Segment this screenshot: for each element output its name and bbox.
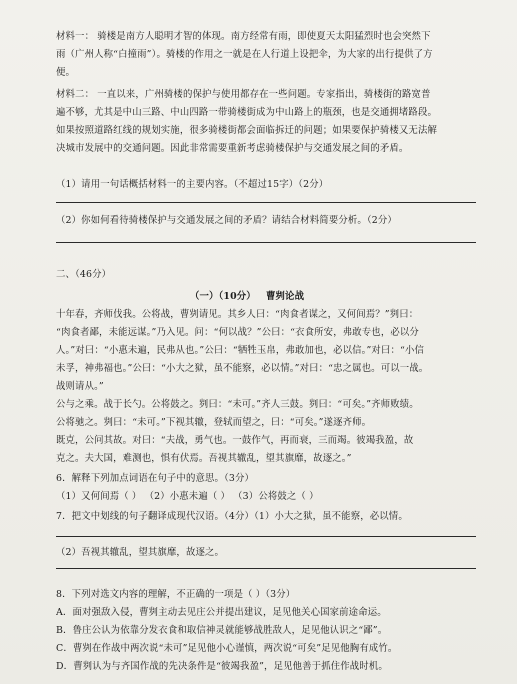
option-b: B．鲁庄公认为依靠分发衣食和取信神灵就能够战胜敌人，足见他认识之“鄙”。: [56, 625, 388, 636]
question-6: 6．解释下列加点词语在句子中的意思。（3分）: [56, 473, 255, 484]
passage-line: 公与之乘。战于长勺。公将鼓之。刿曰：“未可。”齐人三鼓。刿曰：“可矣。”齐师败绩。: [56, 399, 419, 410]
passage-line: 战则请从。”: [56, 381, 104, 392]
question-1: （1）请用一句话概括材料一的主要内容。（不超过15字）（2分）: [56, 179, 329, 190]
passage-line: 未孚，神弗福也。”公曰：“小大之狱，虽不能察，必以情。”对曰：“忠之属也。可以一战。: [56, 363, 429, 374]
material2-line: 决城市发展中的交通问题。因此非常需要重新考虑骑楼保护与交通发展之间的矛盾。: [56, 143, 409, 154]
material2-line: 材料二： 一直以来，广州骑楼的保护与使用都存在一些问题。专家指出，骑楼街的路宽普: [56, 89, 431, 100]
passage-line: 人。”对曰：“小惠未遍，民弗从也。”公曰：“牺牲玉帛，弗敢加也，必以信。”对曰：“小信: [56, 345, 424, 356]
material1-line: 材料一： 骑楼是南方人聪明才智的体现。南方经常有雨，即使夏天太阳猛烈时也会突然下: [56, 31, 431, 42]
answer-line: [56, 568, 476, 569]
material1-line: 便。: [56, 67, 76, 78]
option-d: D．曹刿认为与齐国作战的先决条件是“彼竭我盈”，足见他善于抓住作战时机。: [56, 661, 388, 672]
option-a: A．面对强敌入侵，曹刿主动去见庄公并提出建议，足见他关心国家前途命运。: [56, 607, 387, 618]
passage-line: 公将驰之。刿曰：“未可。”下视其辙，登轼而望之，曰：“可矣。”遂逐齐师。: [56, 417, 372, 428]
subsection-label: （一）（10分）: [190, 291, 256, 302]
question-7-2: （2）吾视其辙乱，望其旗靡，故逐之。: [56, 547, 225, 558]
passage-line: 克之。夫大国，难测也，惧有伏焉。吾视其辙乱，望其旗靡，故逐之。”: [56, 453, 352, 464]
passage-line: 既克，公问其故。对曰：“夫战，勇气也。一鼓作气，再而衰，三而竭。彼竭我盈，故: [56, 435, 414, 446]
question-6-items: （1）又何间焉（ ） （2）小惠未遍（ ） （3）公将鼓之（ ）: [56, 491, 319, 502]
question-2: （2）你如何看待骑楼保护与交通发展之间的矛盾？请结合材料简要分析。（2分）: [56, 215, 397, 226]
material2-line: 如果按照道路红线的规划实施，很多骑楼街都会面临拆迁的问题；如果要保护骑楼又无法解: [56, 125, 438, 136]
material2-line: 遍不够，尤其是中山三路、中山四路一带骑楼街成为中山路上的瓶颈，也是交通拥堵路段。: [56, 107, 438, 118]
question-7: 7．把文中划线的句子翻译成现代汉语。（4分）（1）小大之狱，虽不能察，必以情。: [56, 511, 408, 522]
material1-line: 雨（广州人称“白撞雨”）。骑楼的作用之一就是在人行道上设把伞，为大家的出行提供了方: [56, 49, 433, 60]
answer-line: [56, 242, 476, 243]
question-8: 8．下列对选文内容的理解，不正确的一项是（ ）（3分）: [56, 589, 296, 600]
passage-line: 十年春，齐师伐我。公将战，曹刿请见。其乡人曰：“肉食者谋之，又何间焉？”刿曰：: [56, 309, 419, 320]
passage-line: “肉食者鄙，未能远谋。”乃入见。问：“何以战？”公曰：“衣食所安，弗敢专也，必以分: [56, 327, 419, 338]
answer-line: [56, 202, 476, 203]
option-c: C．曹刿在作战中两次说“未可”足见他小心谨慎，两次说“可矣”足见他胸有成竹。: [56, 643, 398, 654]
passage-title: 曹刿论战: [266, 291, 305, 302]
section-2-header: 二、（46分）: [56, 269, 112, 280]
answer-line: [56, 536, 476, 537]
